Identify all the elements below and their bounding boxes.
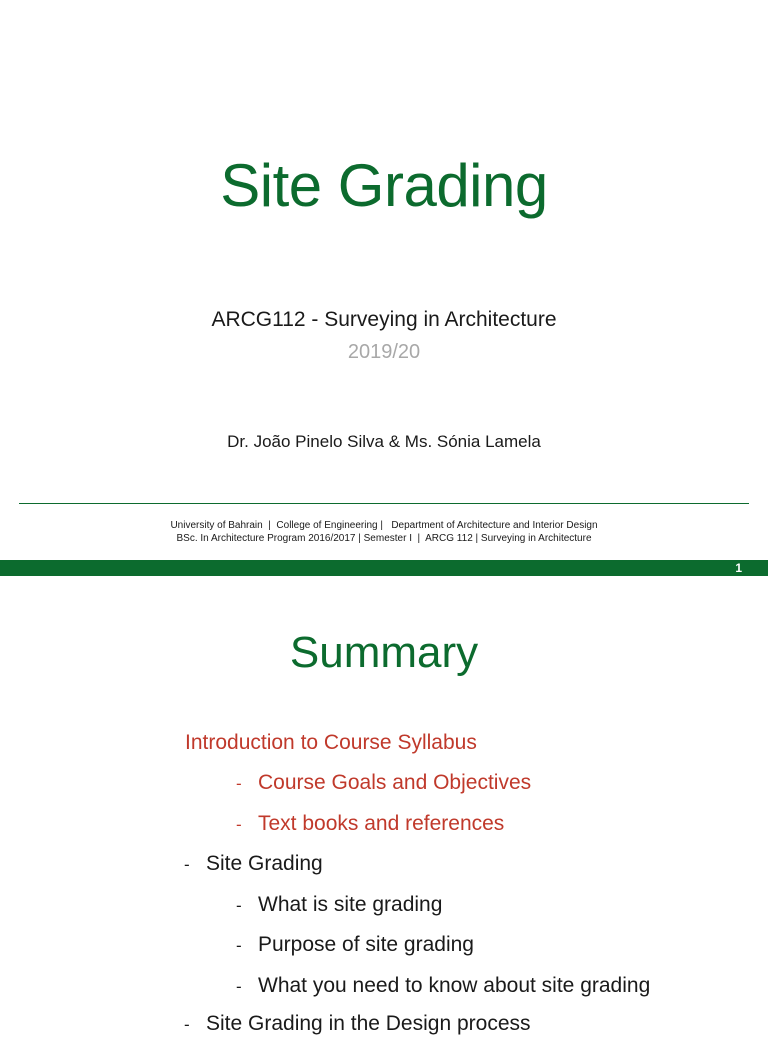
summary-title: Summary — [289, 628, 479, 677]
outline-item-text: Site Grading — [206, 852, 323, 875]
outline-item — [236, 810, 505, 838]
course-name: ARCG112 - Surveying in Architecture — [211, 308, 557, 331]
academic-year: 2019/20 — [347, 341, 421, 363]
outline-item-text: Site Grading in the Design process — [206, 1012, 531, 1035]
footer-institution: University of Bahrain | College of Engineering | Department of Architecture and Interior Design — [170, 520, 598, 531]
slide-title: Site Grading — [220, 152, 548, 219]
authors: Dr. João Pinelo Silva & Ms. Sónia Lamela — [227, 432, 541, 451]
bullet-dash: - — [236, 977, 242, 996]
outline-item-text: What you need to know about site grading — [258, 974, 651, 997]
outline-item-text: Text books and references — [258, 812, 505, 835]
outline-item — [185, 729, 477, 757]
bullet-dash: - — [236, 936, 242, 955]
outline-item — [236, 769, 532, 797]
outline-item — [236, 891, 443, 919]
outline-item — [236, 931, 474, 959]
bullet-dash: - — [184, 855, 190, 874]
outline-item — [184, 1010, 531, 1038]
bullet-dash: - — [236, 774, 242, 793]
footer-program: BSc. In Architecture Program 2016/2017 | Semester I | ARCG 112 | Surveying in Architecture — [176, 533, 592, 544]
bullet-dash: - — [236, 815, 242, 834]
outline-item-text: What is site grading — [258, 893, 443, 916]
outline-item-text: Introduction to Course Syllabus — [185, 731, 477, 754]
outline-item-text: Purpose of site grading — [258, 933, 474, 956]
outline-item — [236, 972, 651, 1000]
outline-item — [184, 850, 323, 878]
bullet-dash: - — [236, 896, 242, 915]
outline-item-text: Course Goals and Objectives — [258, 771, 532, 794]
bullet-dash: - — [184, 1015, 190, 1034]
page-number: 1 — [735, 561, 742, 575]
